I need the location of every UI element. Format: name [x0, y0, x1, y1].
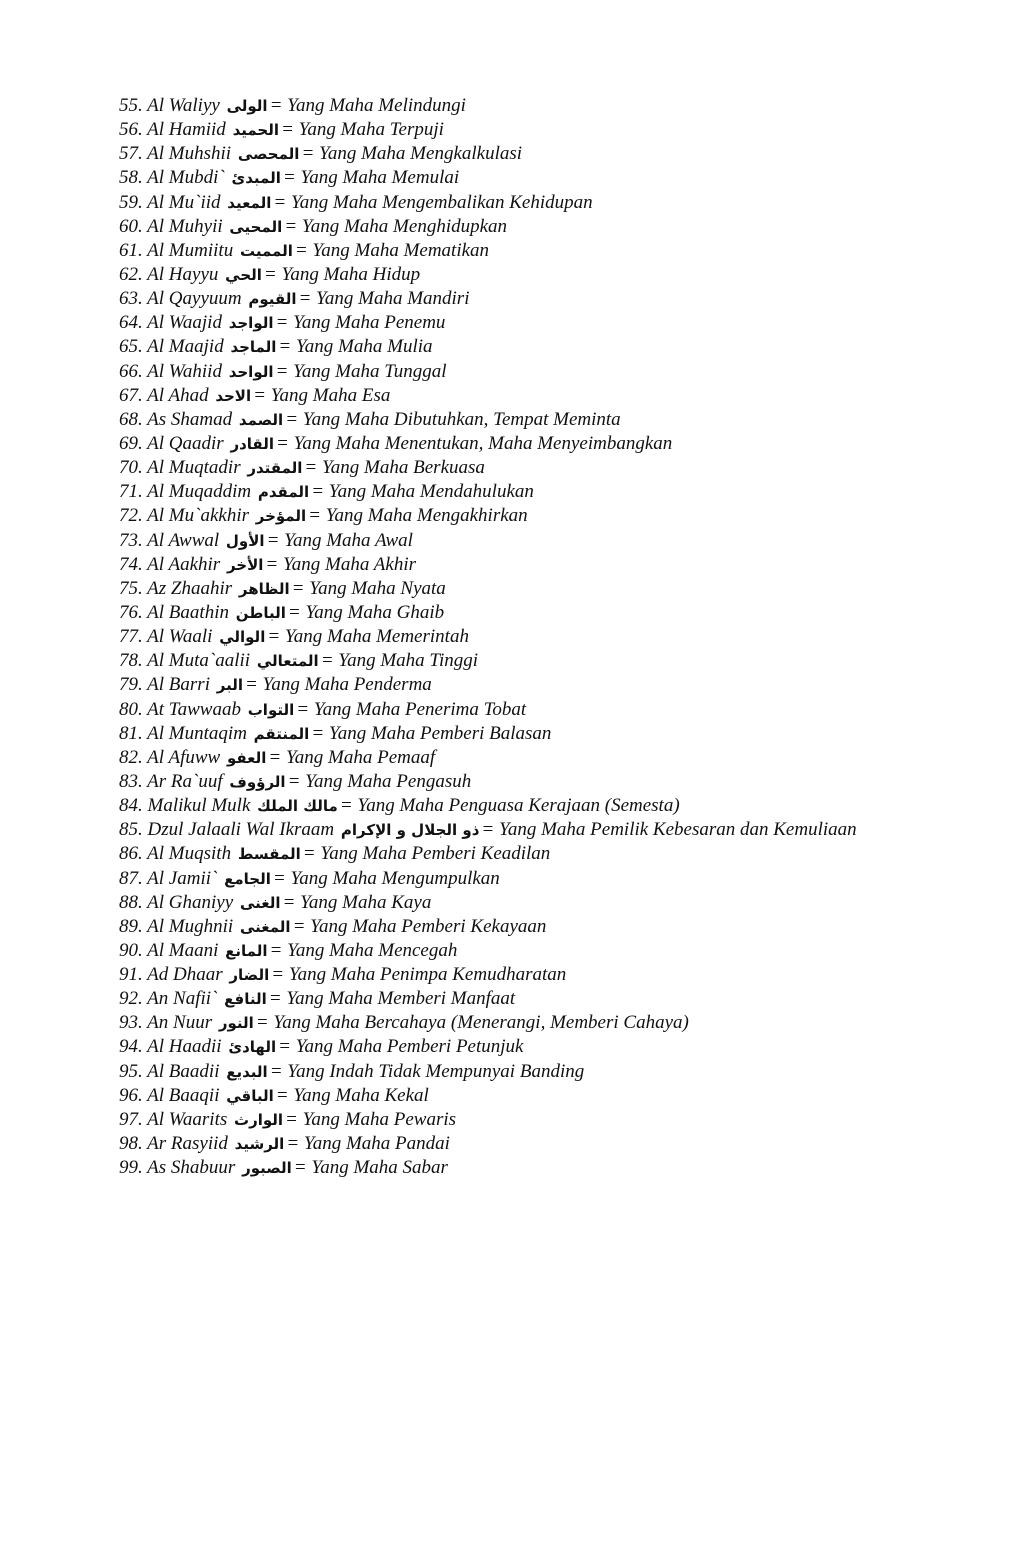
latin-name: Al Mumiitu [147, 239, 234, 261]
list-item [119, 649, 857, 673]
list-item [119, 94, 857, 118]
latin-name: Az Zhaahir [147, 577, 233, 599]
list-item [119, 1011, 857, 1035]
arabic-name: الصبور [242, 1159, 292, 1178]
meaning-text: Yang Maha Penerima Tobat [313, 698, 527, 720]
equals-sign: = [269, 95, 283, 116]
arabic-name: الوالي [219, 628, 266, 647]
meaning-text: Yang Maha Pemaaf [285, 746, 436, 768]
arabic-name: البر [216, 676, 243, 695]
item-number: 96. [119, 1084, 143, 1106]
latin-name: Al Barri [147, 674, 210, 696]
item-number: 88. [119, 891, 143, 913]
meaning-text: Yang Maha Pemberi Petunjuk [295, 1036, 524, 1058]
latin-name: Al Qayyuum [147, 288, 242, 310]
item-number: 61. [119, 239, 143, 261]
list-item [119, 166, 857, 190]
equals-sign: = [294, 239, 308, 261]
equals-sign: = [275, 360, 289, 382]
latin-name: Al Muqtadir [147, 457, 241, 479]
item-number: 83. [119, 770, 143, 792]
latin-name: Al Waajid [147, 312, 222, 334]
latin-name: Al Wahiid [147, 360, 222, 382]
meaning-text: Yang Maha Mengakhirkan [325, 505, 528, 527]
arabic-name: المقسط [237, 845, 301, 864]
equals-sign: = [271, 964, 285, 986]
latin-name: Al Afuww [147, 746, 221, 768]
latin-name: Al Mu`akkhir [147, 505, 249, 527]
item-number: 95. [119, 1060, 143, 1082]
item-number: 91. [119, 964, 143, 986]
equals-sign: = [311, 722, 325, 744]
arabic-name: الاحد [215, 386, 252, 405]
meaning-text: Yang Maha Kaya [300, 891, 432, 913]
arabic-name: المنتقم [253, 724, 310, 743]
list-item [119, 529, 857, 553]
meaning-text: Yang Maha Hidup [281, 263, 421, 285]
latin-name: Ar Ra`uuf [147, 770, 223, 792]
arabic-name: مالك الملك [257, 797, 338, 816]
list-item [119, 239, 857, 263]
equals-sign: = [265, 553, 279, 575]
equals-sign: = [291, 577, 305, 599]
latin-name: Malikul Mulk [147, 795, 251, 817]
list-item [119, 335, 857, 359]
list-item [119, 311, 857, 335]
list-item [119, 287, 857, 311]
item-number: 84. [119, 795, 143, 817]
latin-name: Al Waali [147, 626, 213, 648]
list-item [119, 867, 857, 891]
list-item [119, 1156, 857, 1180]
equals-sign: = [311, 481, 325, 503]
latin-name: Al Muta`aalii [147, 650, 251, 672]
list-item [119, 1132, 857, 1156]
latin-name: As Shabuur [147, 1157, 236, 1179]
latin-name: Dzul Jalaali Wal Ikraam [147, 819, 335, 841]
item-number: 62. [119, 263, 143, 285]
list-item [119, 818, 857, 842]
arabic-name: الأخر [226, 555, 264, 574]
equals-sign: = [301, 143, 315, 165]
meaning-text: Yang Maha Mencegah [287, 939, 458, 961]
meaning-text: Yang Maha Penimpa Kemudharatan [288, 964, 567, 986]
equals-sign: = [269, 939, 283, 961]
equals-sign: = [273, 191, 287, 213]
arabic-name: الواحد [228, 362, 274, 381]
meaning-text: Yang Maha Dibutuhkan, Tempat Meminta [302, 408, 621, 430]
item-number: 69. [119, 432, 143, 454]
arabic-name: النافع [224, 990, 267, 1009]
meaning-text: Yang Maha Melindungi [287, 95, 466, 116]
list-item [119, 1084, 857, 1108]
arabic-name: الغنى [239, 893, 281, 912]
arabic-name: المتعالي [256, 652, 319, 671]
item-number: 63. [119, 288, 143, 310]
item-number: 70. [119, 457, 143, 479]
equals-sign: = [298, 288, 312, 310]
latin-name: Al Maajid [147, 336, 224, 358]
arabic-name: المحصى [237, 145, 300, 164]
list-item [119, 915, 857, 939]
meaning-text: Yang Maha Menghidupkan [301, 215, 508, 237]
item-number: 60. [119, 215, 143, 237]
arabic-name: المؤخر [255, 507, 307, 526]
item-number: 72. [119, 505, 143, 527]
latin-name: Al Muqsith [147, 843, 232, 865]
equals-sign: = [266, 529, 280, 551]
equals-sign: = [285, 1108, 298, 1130]
arabic-name: القادر [230, 434, 274, 453]
meaning-text: Yang Maha Ghaib [305, 601, 445, 623]
meaning-text: Yang Maha Pandai [303, 1133, 450, 1155]
list-item [119, 963, 857, 987]
equals-sign: = [276, 432, 289, 454]
meaning-text: Yang Maha Terpuji [298, 119, 444, 141]
equals-sign: = [296, 698, 310, 720]
item-number: 71. [119, 481, 143, 503]
list-item [119, 553, 857, 577]
meaning-text: Yang Maha Mulia [295, 336, 433, 358]
arabic-name: المقدم [257, 483, 310, 502]
arabic-name: المغنى [239, 917, 291, 936]
latin-name: Al Mubdi` [147, 167, 225, 189]
list-item [119, 191, 857, 215]
meaning-text: Yang Maha Mematikan [312, 239, 490, 261]
arabic-name: المانع [225, 941, 268, 960]
item-number: 68. [119, 408, 143, 430]
meaning-text: Yang Maha Bercahaya (Menerangi, Memberi Cahaya) [273, 1012, 689, 1034]
meaning-text: Yang Maha Pemberi Balasan [328, 722, 552, 744]
latin-name: As Shamad [147, 408, 233, 430]
arabic-name: الماجد [230, 338, 277, 357]
latin-name: Al Haadii [147, 1036, 222, 1058]
item-number: 76. [119, 601, 143, 623]
item-number: 66. [119, 360, 143, 382]
item-number: 58. [119, 167, 143, 189]
arabic-name: التواب [247, 700, 295, 719]
item-number: 75. [119, 577, 143, 599]
arabic-name: الظاهر [238, 579, 290, 598]
list-item [119, 118, 857, 142]
item-number: 81. [119, 722, 143, 744]
equals-sign: = [287, 770, 301, 792]
arabic-name: الرشيد [234, 1135, 285, 1154]
arabic-name: البديع [226, 1062, 268, 1081]
item-number: 86. [119, 843, 143, 865]
latin-name: Al Muntaqim [147, 722, 247, 744]
item-number: 93. [119, 1012, 143, 1034]
latin-name: Ar Rasyiid [147, 1133, 228, 1155]
meaning-text: Yang Maha Menentukan, Maha Menyeimbangkan [293, 432, 673, 454]
meaning-text: Yang Maha Penderma [262, 674, 432, 696]
meaning-text: Yang Maha Mandiri [316, 288, 470, 310]
latin-name: Al Aakhir [147, 553, 221, 575]
item-number: 87. [119, 867, 143, 889]
arabic-name: الحميد [232, 121, 279, 140]
equals-sign: = [284, 215, 298, 237]
latin-name: Al Muhshii [147, 143, 232, 165]
arabic-name: الوارث [234, 1110, 284, 1129]
latin-name: Ad Dhaar [147, 964, 223, 986]
equals-sign: = [282, 167, 296, 189]
latin-name: Al Muqaddim [147, 481, 252, 503]
equals-sign: = [244, 674, 258, 696]
latin-name: Al Baadii [147, 1060, 220, 1082]
meaning-text: Yang Maha Memulai [300, 167, 460, 189]
list-item [119, 770, 857, 794]
item-number: 99. [119, 1157, 143, 1179]
arabic-name: الواجد [228, 314, 274, 333]
equals-sign: = [292, 915, 306, 937]
equals-sign: = [282, 891, 296, 913]
arabic-name: العفو [226, 748, 267, 767]
equals-sign: = [275, 312, 289, 334]
latin-name: An Nafii` [147, 988, 218, 1010]
equals-sign: = [287, 601, 301, 623]
equals-sign: = [253, 384, 266, 406]
asmaul-husna-list [119, 94, 857, 1180]
equals-sign: = [304, 457, 318, 479]
equals-sign: = [286, 1133, 300, 1155]
meaning-text: Yang Maha Pengasuh [305, 770, 472, 792]
meaning-text: Yang Maha Mengembalikan Kehidupan [290, 191, 593, 213]
meaning-text: Yang Maha Penemu [293, 312, 446, 334]
equals-sign: = [308, 505, 321, 527]
item-number: 65. [119, 336, 143, 358]
meaning-text: Yang Maha Esa [270, 384, 391, 406]
list-item [119, 842, 857, 866]
arabic-name: الأول [225, 531, 265, 550]
latin-name: Al Ghaniyy [147, 891, 234, 913]
arabic-name: المحيى [229, 217, 283, 236]
arabic-name: الولى [226, 97, 268, 115]
latin-name: Al Mu`iid [147, 191, 221, 213]
equals-sign: = [272, 867, 286, 889]
list-item [119, 215, 857, 239]
list-item [119, 1060, 857, 1084]
arabic-name: الجامع [224, 869, 271, 888]
arabic-name: الصمد [238, 410, 284, 429]
item-number: 82. [119, 746, 143, 768]
equals-sign: = [302, 843, 316, 865]
latin-name: Al Hamiid [147, 119, 226, 141]
meaning-text: Yang Maha Awal [284, 529, 413, 551]
item-number: 59. [119, 191, 143, 213]
arabic-name: المبدئ [231, 169, 281, 188]
arabic-name: الباقي [226, 1086, 274, 1105]
item-number: 64. [119, 312, 143, 334]
equals-sign: = [481, 819, 495, 841]
arabic-name: المميت [239, 241, 293, 260]
meaning-text: Yang Maha Pewaris [302, 1108, 457, 1130]
equals-sign: = [267, 626, 281, 648]
item-number: 85. [119, 819, 143, 841]
meaning-text: Yang Maha Mendahulukan [328, 481, 534, 503]
latin-name: Al Muhyii [147, 215, 223, 237]
equals-sign: = [278, 1036, 291, 1058]
list-item [119, 456, 857, 480]
equals-sign: = [275, 1084, 289, 1106]
arabic-name: الباطن [235, 603, 286, 622]
list-item [119, 794, 857, 818]
arabic-name: القيوم [248, 290, 297, 309]
item-number: 56. [119, 119, 143, 141]
latin-name: Al Baathin [147, 601, 229, 623]
meaning-text: Yang Maha Tinggi [338, 650, 479, 672]
list-item [119, 746, 857, 770]
meaning-text: Yang Maha Memberi Manfaat [286, 988, 516, 1010]
equals-sign: = [268, 746, 282, 768]
list-item [119, 939, 857, 963]
meaning-text: Yang Maha Nyata [309, 577, 446, 599]
latin-name: Al Ahad [147, 384, 209, 406]
latin-name: Al Qaadir [147, 432, 224, 454]
meaning-text: Yang Maha Memerintah [284, 626, 469, 648]
latin-name: At Tawwaab [147, 698, 241, 720]
list-item [119, 432, 857, 456]
list-item [119, 480, 857, 504]
latin-name: Al Hayyu [147, 263, 219, 285]
latin-name: An Nuur [147, 1012, 213, 1034]
meaning-text: Yang Maha Tunggal [293, 360, 447, 382]
equals-sign: = [269, 1060, 283, 1082]
equals-sign: = [281, 119, 294, 141]
equals-sign: = [285, 408, 299, 430]
equals-sign: = [293, 1157, 307, 1179]
meaning-text: Yang Maha Akhir [282, 553, 416, 575]
meaning-text: Yang Maha Mengumpulkan [290, 867, 500, 889]
equals-sign: = [263, 263, 277, 285]
meaning-text: Yang Maha Penguasa Kerajaan (Semesta) [357, 795, 680, 817]
item-number: 74. [119, 553, 143, 575]
arabic-name: المعيد [227, 193, 272, 212]
latin-name: Al Awwal [147, 529, 220, 551]
list-item [119, 577, 857, 601]
list-item [119, 987, 857, 1011]
list-item [119, 142, 857, 166]
list-item [119, 1108, 857, 1132]
latin-name: Al Mughnii [147, 915, 234, 937]
item-number: 97. [119, 1108, 143, 1130]
item-number: 90. [119, 939, 143, 961]
item-number: 79. [119, 674, 143, 696]
equals-sign: = [320, 650, 334, 672]
list-item [119, 601, 857, 625]
item-number: 78. [119, 650, 143, 672]
latin-name: Al Maani [147, 939, 219, 961]
item-number: 89. [119, 915, 143, 937]
list-item [119, 360, 857, 384]
arabic-name: الرؤوف [229, 772, 286, 791]
item-number: 73. [119, 529, 143, 551]
meaning-text: Yang Maha Pemberi Keadilan [320, 843, 551, 865]
equals-sign: = [268, 988, 282, 1010]
list-item [119, 408, 857, 432]
latin-name: Al Baaqii [147, 1084, 220, 1106]
list-item [119, 263, 857, 287]
list-item [119, 625, 857, 649]
item-number: 55. [119, 95, 143, 116]
equals-sign: = [255, 1012, 269, 1034]
item-number: 94. [119, 1036, 143, 1058]
list-item [119, 384, 857, 408]
item-number: 77. [119, 626, 143, 648]
item-number: 67. [119, 384, 143, 406]
meaning-text: Yang Indah Tidak Mempunyai Banding [287, 1060, 585, 1082]
meaning-text: Yang Maha Mengkalkulasi [319, 143, 523, 165]
item-number: 57. [119, 143, 143, 165]
equals-sign: = [278, 336, 292, 358]
meaning-text: Yang Maha Kekal [293, 1084, 429, 1106]
arabic-name: المقتدر [247, 459, 303, 478]
list-item [119, 673, 857, 697]
arabic-name: الحي [225, 265, 262, 284]
meaning-text: Yang Maha Sabar [311, 1157, 448, 1179]
meaning-text: Yang Maha Pemilik Kebesaran dan Kemuliaan [499, 819, 857, 841]
item-number: 80. [119, 698, 143, 720]
list-item [119, 698, 857, 722]
arabic-name: ذو الجلال و الإكرام [340, 821, 480, 840]
meaning-text: Yang Maha Pemberi Kekayaan [310, 915, 547, 937]
list-item [119, 504, 857, 528]
list-item [119, 722, 857, 746]
arabic-name: الهادئ [228, 1038, 277, 1057]
arabic-name: النور [218, 1014, 254, 1033]
equals-sign: = [339, 795, 353, 817]
item-number: 98. [119, 1133, 143, 1155]
latin-name: Al Waarits [147, 1108, 228, 1130]
latin-name: Al Waliyy [147, 95, 220, 116]
item-number: 92. [119, 988, 143, 1010]
arabic-name: الضار [229, 966, 270, 985]
latin-name: Al Jamii` [147, 867, 218, 889]
list-item [119, 1035, 857, 1059]
list-item [119, 891, 857, 915]
meaning-text: Yang Maha Berkuasa [321, 457, 485, 479]
